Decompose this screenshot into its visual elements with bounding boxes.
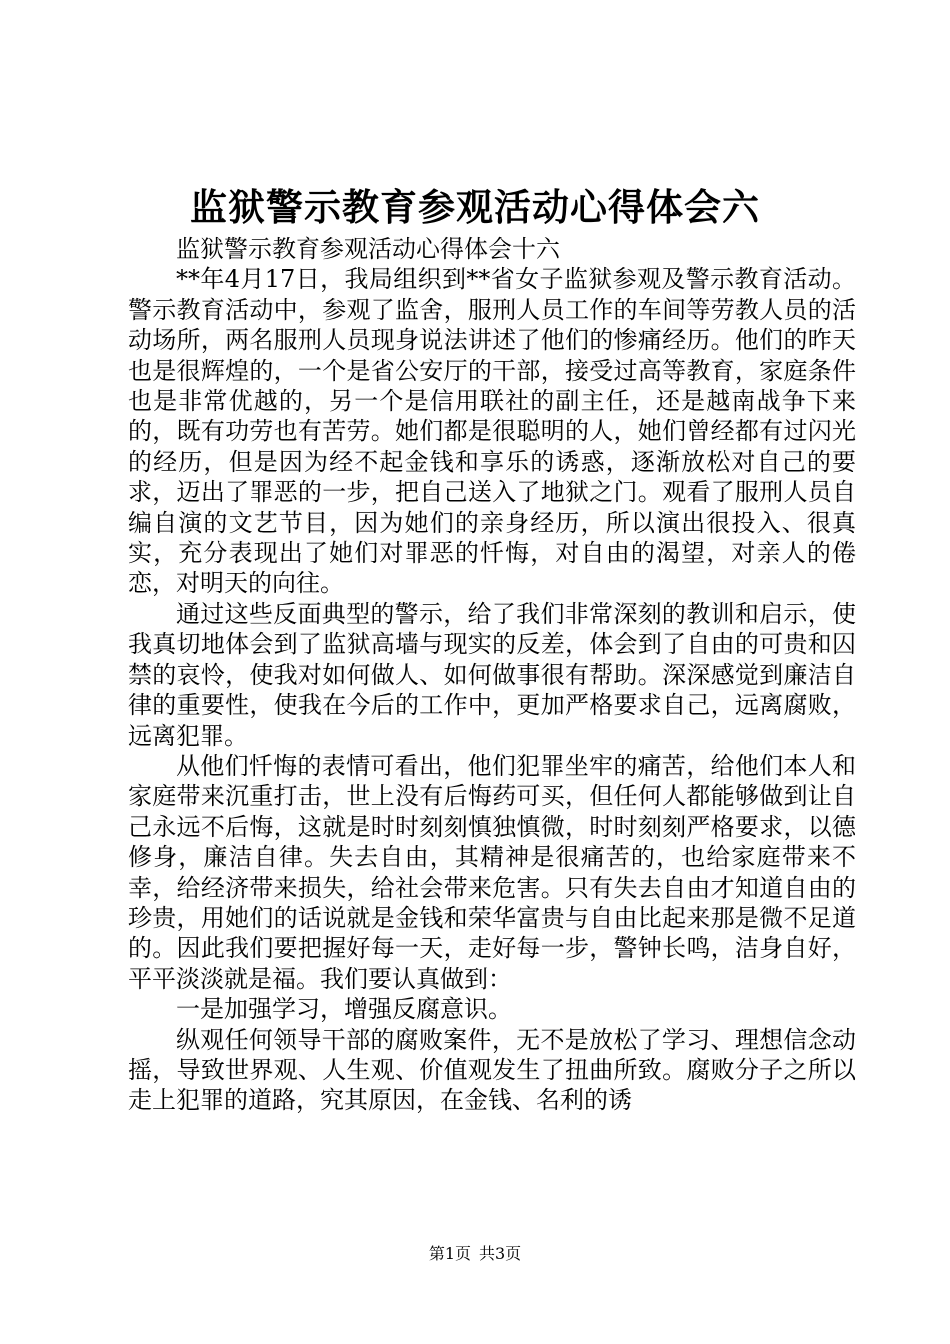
page-footer [0, 1242, 950, 1266]
body-paragraph: 一是加强学习，增强反腐意识。 [176, 995, 512, 1024]
document-title: 监狱警示教育参观活动心得体会六 [190, 185, 760, 229]
body-paragraph: **年4月17日，我局组织到**省女子监狱参观及警示教育活动。警示教育活动中，参观了监舍，服刑人员工作的车间等劳教人员的活动场所，两名服刑人员现身说法讲述了他们的惨痛经历。他们的昨天也是很辉煌的，一个是省公安厅的干部，接受过高等教育，家庭条件也是非常优越的，另一个是信用联社的副主任，还是越南战争下来的，既有功劳也有苦劳。她们都是很聪明的人，她们曾经都有过闪光的经历，但是因为经不起金钱和享乐的诱惑，逐渐放松对自己的要求，迈出了罪恶的一步，把自己送入了地狱之门。观看了服刑人员自编自演的文艺节目，因为她们的亲身经历，所以演出很投入、很真实，充分表现出了她们对罪恶的忏悔，对自由的渴望，对亲人的倦恋，对明天的向往。 [128, 265, 856, 598]
subtitle-paragraph: 监狱警示教育参观活动心得体会十六 [176, 235, 560, 263]
body-paragraph: 纵观任何领导干部的腐败案件，无不是放松了学习、理想信念动摇，导致世界观、人生观、价值观发生了扭曲所致。腐败分子之所以走上犯罪的道路，究其原因，在金钱、名利的诱 [128, 1025, 856, 1115]
document-body [128, 234, 856, 1116]
body-paragraph: 通过这些反面典型的警示，给了我们非常深刻的教训和启示，使我真切地体会到了监狱高墙与现实的反差，体会到了自由的可贵和囚禁的哀怜，使我对如何做人、如何做事很有帮助。深深感觉到廉洁自律的重要性，使我在今后的工作中，更加严格要求自己，远离腐败，远离犯罪。 [128, 599, 856, 750]
page-total: 共3页 [479, 1244, 522, 1263]
page-number: 第1页 [428, 1244, 471, 1263]
body-paragraph: 从他们忏悔的表情可看出，他们犯罪坐牢的痛苦，给他们本人和家庭带来沉重打击，世上没有后悔药可买，但任何人都能够做到让自己永远不后悔，这就是时时刻刻慎独慎微，时时刻刻严格要求，以德修身，廉洁自律。失去自由，其精神是很痛苦的，也给家庭带来不幸，给经济带来损失，给社会带来危害。只有失去自由才知道自由的珍贵，用她们的话说就是金钱和荣华富贵与自由比起来那是微不足道的。因此我们要把握好每一天，走好每一步，警钟长鸣，洁身自好，平平淡淡就是福。我们要认真做到： [128, 751, 856, 993]
